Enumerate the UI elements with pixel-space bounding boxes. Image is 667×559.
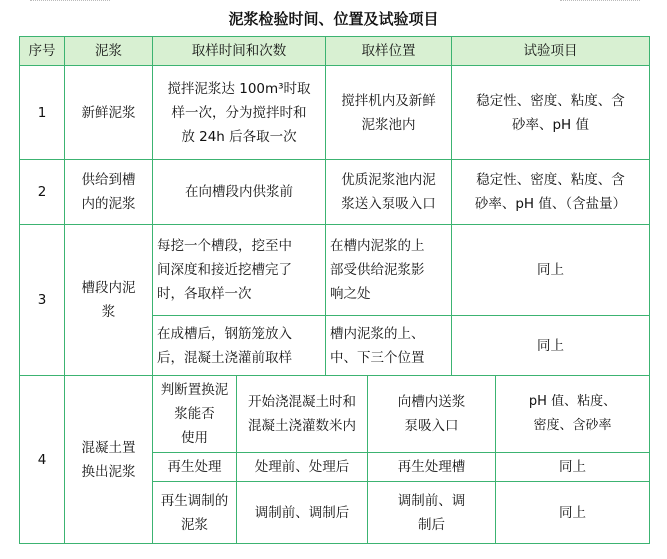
header-mud: 泥浆 xyxy=(65,37,153,66)
header-sampling-time: 取样时间和次数 xyxy=(153,37,326,66)
table-title: 泥浆检验时间、位置及试验项目 xyxy=(228,10,439,28)
table-row xyxy=(20,376,650,453)
row4a-position: 向槽内送浆 泵吸入口 xyxy=(368,376,496,453)
row4c-purpose: 再生调制的泥浆 xyxy=(153,482,237,544)
top-dotted-line-left xyxy=(30,0,110,2)
row2-tests: 稳定性、密度、粘度、含 砂率、pH 值、（含盐量） xyxy=(452,160,650,225)
row1-position: 搅拌机内及新鲜 泥浆池内 xyxy=(326,66,452,160)
header-sampling-position: 取样位置 xyxy=(326,37,452,66)
row3-no: 3 xyxy=(20,225,65,376)
row3b-time: 在成槽后，钢筋笼放入 后，混凝土浇灌前取样 xyxy=(153,316,326,376)
header-row xyxy=(20,37,650,66)
table-row xyxy=(20,66,650,160)
row1-time: 搅拌泥浆达 100m³时取 样一次，分为搅拌时和 放 24h 后各取一次 xyxy=(153,66,326,160)
table-row xyxy=(20,225,650,316)
row1-tests: 稳定性、密度、粘度、含 砂率、pH 值 xyxy=(452,66,650,160)
row3b-position: 槽内泥浆的上、 中、下三个位置 xyxy=(326,316,452,376)
row3a-position: 在槽内泥浆的上 部受供给泥浆影 响之处 xyxy=(326,225,452,316)
row4a-tests: pH 值、粘度、 密度、含砂率 xyxy=(496,376,650,453)
row4c-tests: 同上 xyxy=(496,482,650,544)
row1-mud: 新鲜泥浆 xyxy=(65,66,153,160)
header-test-items: 试验项目 xyxy=(452,37,650,66)
row2-mud: 供给到槽 内的泥浆 xyxy=(65,160,153,225)
row4c-position: 调制前、调 制后 xyxy=(368,482,496,544)
row4a-purpose: 判断置换泥浆能否 使用 xyxy=(153,376,237,453)
row3a-time: 每挖一个槽段，挖至中 间深度和接近挖槽完了 时，各取样一次 xyxy=(153,225,326,316)
mud-inspection-table xyxy=(19,36,650,544)
row3b-tests: 同上 xyxy=(452,316,650,376)
row4b-purpose: 再生处理 xyxy=(153,453,237,482)
table-row xyxy=(20,160,650,225)
top-dotted-line-right xyxy=(560,0,640,2)
row3-mud: 槽段内泥 浆 xyxy=(65,225,153,376)
row4-no: 4 xyxy=(20,376,65,544)
row2-no: 2 xyxy=(20,160,65,225)
row4-mud: 混凝土置 换出泥浆 xyxy=(65,376,153,544)
header-no: 序号 xyxy=(20,37,65,66)
row4a-time: 开始浇混凝土时和 混凝土浇灌数米内 xyxy=(237,376,368,453)
row1-no: 1 xyxy=(20,66,65,160)
row2-position: 优质泥浆池内泥 浆送入泵吸入口 xyxy=(326,160,452,225)
row3a-tests: 同上 xyxy=(452,225,650,316)
row4c-time: 调制前、调制后 xyxy=(237,482,368,544)
row4b-tests: 同上 xyxy=(496,453,650,482)
row4b-time: 处理前、处理后 xyxy=(237,453,368,482)
row2-time: 在向槽段内供浆前 xyxy=(153,160,326,225)
row4b-position: 再生处理槽 xyxy=(368,453,496,482)
